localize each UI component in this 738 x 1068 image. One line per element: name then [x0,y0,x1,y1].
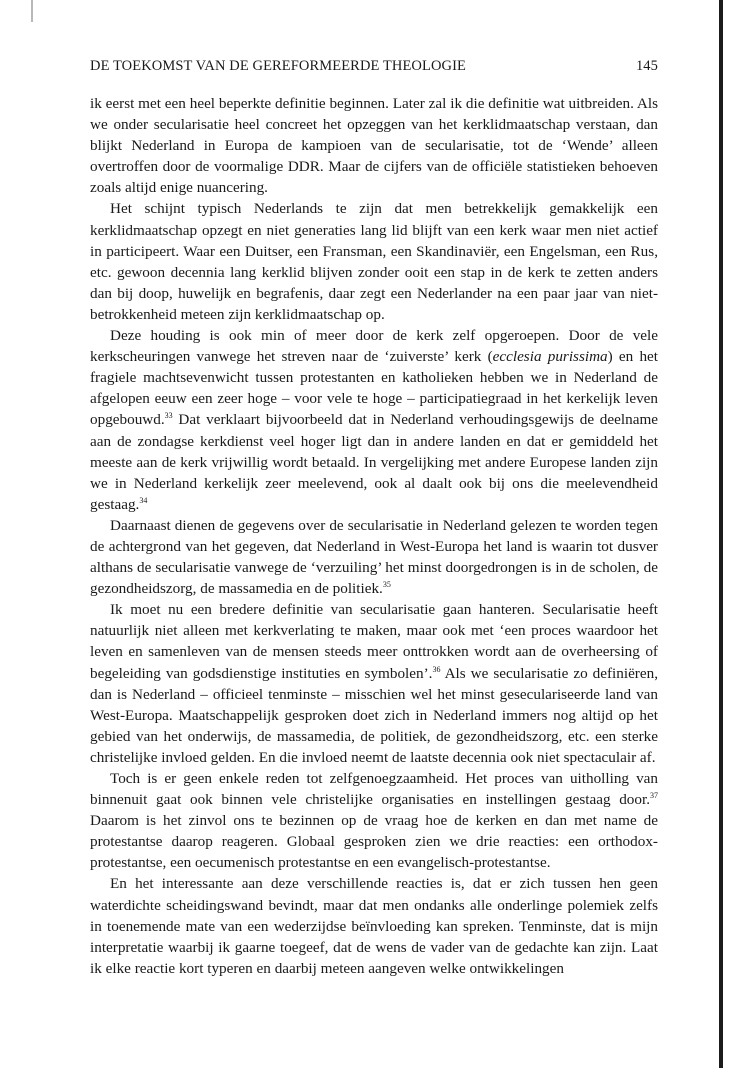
paragraph-3-text-b: ) en het fragiele machtsevenwicht tussen protestanten en katholieken hebben we in Nederland de afgelopen eeuw een zeer hoge – voor vele te hoge – participatiegraad in het kerkelijk leven opgebouwd. [90,348,658,429]
paragraph-7-text: En het interessante aan deze verschillende reacties is, dat er zich tussen hen geen waterdichte scheidingswand bevindt, maar dat men ondanks alle onderlinge polemiek zelfs in toenemende mate van een wederzijdse beïnvloeding kan spreken. Tenminste, dat is mijn interpretatie waarbij ik gaarne toegeef, dat de wens de vader van de gedachte kan zijn. Laat ik elke reactie kort typeren en daarbij meteen aangeven welke ontwikkelingen [90,875,658,977]
paragraph-4 [90,515,658,599]
paragraph-6-text-a: Toch is er geen enkele reden tot zelfgenoegzaamheid. Het proces van uitholling van binnenuit gaat ook binnen vele christelijke organisaties en instellingen gestaag door. [90,770,658,809]
paragraph-6-text-b: Daarom is het zinvol ons te bezinnen op de vraag hoe de kerken en dan met name de protestantse daarop reageren. Globaal gesproken zien we drie reacties: een orthodox-protestantse, een oecumenisch protestantse en een evangelisch-protestantse. [90,812,658,872]
paragraph-7 [90,873,658,978]
running-head [90,58,658,80]
page-edge-left [31,0,33,22]
footnote-ref-36: 36 [432,664,441,674]
paragraph-2 [90,198,658,325]
paragraph-3-text-c: Dat verklaart bijvoorbeeld dat in Nederland verhoudingsgewijs de deelname aan de zondagse kerkdienst veel hoger ligt dan in andere landen en dat er gemiddeld het meeste aan de kerk vrijwillig wordt betaald. In vergelijking met andere Europese landen zijn we in Nederland kerkelijk zeer meelevend, ook al daalt ook bij ons die meelevendheid gestaag. [90,411,658,513]
page-number: 145 [635,58,658,74]
paragraph-6 [90,768,658,873]
paragraph-3-text-a: Deze houding is ook min of meer door de kerk zelf opgeroepen. Door de vele kerkscheuringen vanwege het streven naar de ‘zuiverste’ kerk ( [90,327,658,366]
body-text [90,93,658,979]
paragraph-1 [90,93,658,198]
footnote-ref-37: 37 [650,791,658,801]
paragraph-3 [90,325,658,515]
paragraph-1-text: ik eerst met een heel beperkte definitie beginnen. Later zal ik die definitie wat uitbreiden. Als we onder secularisatie heel concreet het opzeggen van het kerklidmaatschap verstaan, dan blijkt Nederland in Europa de kampioen van de secularisatie, tot de ‘Wende’ alleen overtroffen door de voormalige DDR. Maar de cijfers van de officiële statistieken behoeven zoals altijd enige nuancering. [90,95,658,197]
paragraph-5-text-b: Als we secularisatie zo definiëren, dan is Nederland – officieel tenminste – misschien wel het minst geseculariseerde land van West-Europa. Maatschappelijk gesproken doet zich in Nederland immers nog altijd op het gebied van het onderwijs, de massamedia, de politiek, de gezondheidszorg, etc. een sterke christelijke invloed gelden. En die invloed neemt de laatste decennia ook niet spectaculair af. [90,664,658,766]
running-head-title: DE TOEKOMST VAN DE GEREFORMEERDE THEOLOGIE [90,58,466,74]
footnote-ref-35: 35 [382,580,391,590]
paragraph-5-text-a: Ik moet nu een bredere definitie van secularisatie gaan hanteren. Secularisatie heeft natuurlijk niet alleen met kerkverlating te maken, maar ook met ‘een proces waardoor het leven en samenleven van de mensen steeds meer onttrokken wordt aan de overheersing of begeleiding van godsdienstige instituties en symbolen’. [90,601,658,682]
page-edge-right [719,0,723,1068]
paragraph-2-text: Het schijnt typisch Nederlands te zijn dat men betrekkelijk gemakkelijk een kerklidmaatschap opzegt en niet generaties lang lid blijft van een kerk waar men niet actief in participeert. Waar een Duitser, een Fransman, een Skandinaviër, een Engelsman, een Rus, etc. gewoon decennia lang kerklid blijven zonder ooit een stap in de kerk te zetten anders dan bij doop, huwelijk en begrafenis, daar zegt een Nederlander na een paar jaar van niet-betrokkenheid meteen zijn kerklidmaatschap op. [90,200,658,323]
footnote-ref-33: 33 [164,411,173,421]
footnote-ref-34: 34 [139,495,148,505]
paragraph-5 [90,599,658,768]
book-page [90,58,658,979]
paragraph-4-text: Daarnaast dienen de gegevens over de secularisatie in Nederland gelezen te worden tegen de achtergrond van het gegeven, dat Nederland in West-Europa het land is waarin tot dusver althans de secularisatie vanwege de ‘verzuiling’ het minst doorgedrongen is in de scholen, de gezondheidszorg, de massamedia en de politiek. [90,516,658,598]
latin-term: ecclesia purissima [492,348,608,366]
